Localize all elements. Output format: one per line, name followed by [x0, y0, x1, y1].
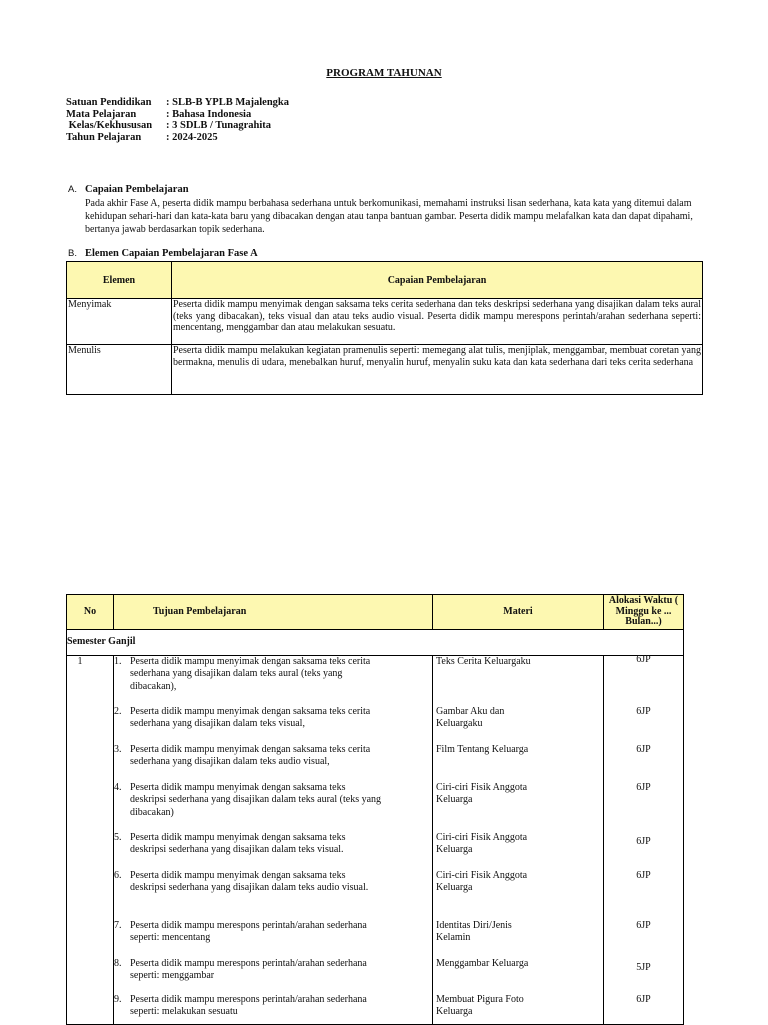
header-tujuan [114, 595, 433, 630]
materi-item: Ciri-ciri Fisik Anggota Keluarga [436, 831, 528, 855]
elemen-table [66, 261, 703, 395]
item-text: Peserta didik mampu menyimak dengan saksama teks cerita sederhana yang disajikan dalam teks aural (teks yang dibacakan), [130, 655, 371, 692]
info-key: Mata Pelajaran [66, 108, 137, 120]
materi-item: Gambar Aku dan Keluargaku [436, 705, 505, 729]
item-number: 2. [114, 705, 122, 717]
list-item [114, 870, 432, 920]
item-text: Peserta didik mampu merespons perintah/arahan sederhana seperti: mencentang [130, 919, 367, 943]
list-item [114, 958, 432, 994]
item-number: 9. [114, 993, 122, 1005]
info-value: : Bahasa Indonesia [166, 108, 252, 120]
materi-item: Ciri-ciri Fisik Anggota Keluarga [436, 781, 528, 805]
materi-item: Menggambar Keluarga [436, 957, 529, 969]
alokasi-item: 6JP [636, 835, 651, 847]
alokasi-item: 6JP [636, 705, 651, 717]
materi-item: Ciri-ciri Fisik Anggota Keluarga [436, 869, 528, 893]
elemen-cell: Menyimak [67, 299, 172, 345]
section-a-text: Pada akhir Fase A, peserta didik mampu berbahasa sederhana untuk berkomunikasi, memahami instruksi lisan sederhana, kata kata yang ditemui dalam kehidupan sehari-hari dan kata-kata baru yang dibacakan dengan atau tanpa bantuan gambar. Peserta didik mampu melafalkan kata dan dapat dipahami, bertanya jawab berdasarkan topik sederhana. [85, 198, 693, 235]
item-number: 7. [114, 919, 122, 931]
section-title: Capaian Pembelajaran [85, 184, 189, 195]
info-row-satuan [66, 97, 289, 109]
list-item [114, 744, 432, 782]
capaian-cell: Peserta didik mampu melakukan kegiatan pramenulis seperti: memegang alat tulis, menjiplak, menggambar, membuat coretan yang bermakna, menulis di udara, menebalkan huruf, menyalin huruf, menyalin suku kata dan kata sederhana dari teks cerita sederhana [172, 345, 703, 395]
alokasi-item: 6JP [636, 869, 651, 881]
info-row-tahun [66, 132, 289, 144]
materi-cell [433, 655, 604, 1024]
info-block [66, 97, 289, 143]
elemen-cell: Menulis [67, 345, 172, 395]
item-text: Peserta didik mampu merespons perintah/arahan sederhana seperti: melakukan sesuatu [130, 993, 367, 1017]
header-no: No [67, 595, 114, 630]
list-item [114, 920, 432, 958]
header-alokasi: Alokasi Waktu ( Minggu ke ... Bulan...) [604, 595, 684, 630]
info-key: Kelas/Kekhususan [66, 120, 153, 131]
tujuan-cell [114, 655, 433, 1024]
item-number: 4. [114, 781, 122, 793]
alokasi-item: 6JP [636, 919, 651, 931]
item-number: 3. [114, 743, 122, 755]
alokasi-item: 5JP [636, 961, 651, 973]
header-materi: Materi [433, 595, 604, 630]
section-letter: A. [68, 184, 77, 195]
list-item [114, 832, 432, 870]
semester-row [67, 629, 684, 655]
info-key: Tahun Pelajaran [66, 131, 142, 143]
materi-item: Film Tentang Keluarga [436, 743, 529, 755]
list-item [114, 706, 432, 744]
section-a-heading [68, 184, 189, 195]
item-text: Peserta didik mampu menyimak dengan saksama teks deskripsi sederhana yang disajikan dalam teks audio visual. [130, 869, 369, 893]
item-number: 1. [114, 655, 122, 667]
header-capaian: Capaian Pembelajaran [172, 262, 703, 299]
item-number: 5. [114, 831, 122, 843]
table-row [67, 655, 684, 1024]
materi-item: Teks Cerita Keluargaku [436, 655, 531, 667]
list-item [114, 782, 432, 832]
section-b-heading [68, 248, 258, 259]
item-text: Peserta didik mampu menyimak dengan saksama teks deskripsi sederhana yang disajikan dalam teks visual. [130, 831, 346, 855]
item-text: Peserta didik mampu menyimak dengan saksama teks deskripsi sederhana yang disajikan dalam teks aural (teks yang dibacakan) [130, 781, 382, 818]
info-value: : 2024-2025 [166, 131, 218, 143]
item-text: Peserta didik mampu menyimak dengan saksama teks cerita sederhana yang disajikan dalam teks visual, [130, 705, 371, 729]
prota-table [66, 594, 684, 1025]
section-letter: B. [68, 248, 77, 259]
alokasi-item: 6JP [636, 781, 651, 793]
list-item [114, 656, 432, 706]
list-item [114, 994, 432, 1024]
section-title: Elemen Capaian Pembelajaran Fase A [85, 248, 258, 259]
item-number: 8. [114, 957, 122, 969]
item-number: 6. [114, 869, 122, 881]
header-tujuan-label: Tujuan Pembelajaran [153, 605, 247, 617]
info-row-kelas [66, 120, 289, 132]
header-elemen: Elemen [67, 262, 172, 299]
page-title: PROGRAM TAHUNAN [326, 67, 442, 79]
table-row [67, 299, 703, 345]
materi-item: Membuat Pigura Foto Keluarga [436, 993, 524, 1017]
alokasi-item: 6JP [636, 993, 651, 1005]
materi-item: Identitas Diri/Jenis Kelamin [436, 919, 512, 943]
info-row-mapel [66, 109, 289, 121]
info-value: : SLB-B YPLB Majalengka [166, 97, 289, 108]
item-text: Peserta didik mampu menyimak dengan saksama teks cerita sederhana yang disajikan dalam teks audio visual, [130, 743, 371, 767]
info-value: : 3 SDLB / Tunagrahita [166, 120, 272, 131]
semester-label: Semester Ganjil [67, 629, 684, 655]
alokasi-item: 6JP [636, 653, 651, 665]
item-text: Peserta didik mampu merespons perintah/arahan sederhana seperti: menggambar [130, 957, 367, 981]
alokasi-cell [604, 655, 684, 1024]
capaian-cell: Peserta didik mampu menyimak dengan saksama teks cerita sederhana dan teks deskripsi sederhana yang disajikan dalam teks aural (teks yang dibacakan), teks visual dan atau teks audio visual. Peserta didik mampu merespons perintah/arahan sederhana seperti: mencentang, menggambar dan atau melakukan sesuatu. [172, 299, 703, 345]
table-header-row [67, 595, 684, 630]
row-number: 1 [67, 655, 114, 1024]
alokasi-item: 6JP [636, 743, 651, 755]
info-key: Satuan Pendidikan [66, 97, 152, 108]
table-row [67, 345, 703, 395]
table-header-row [67, 262, 703, 299]
